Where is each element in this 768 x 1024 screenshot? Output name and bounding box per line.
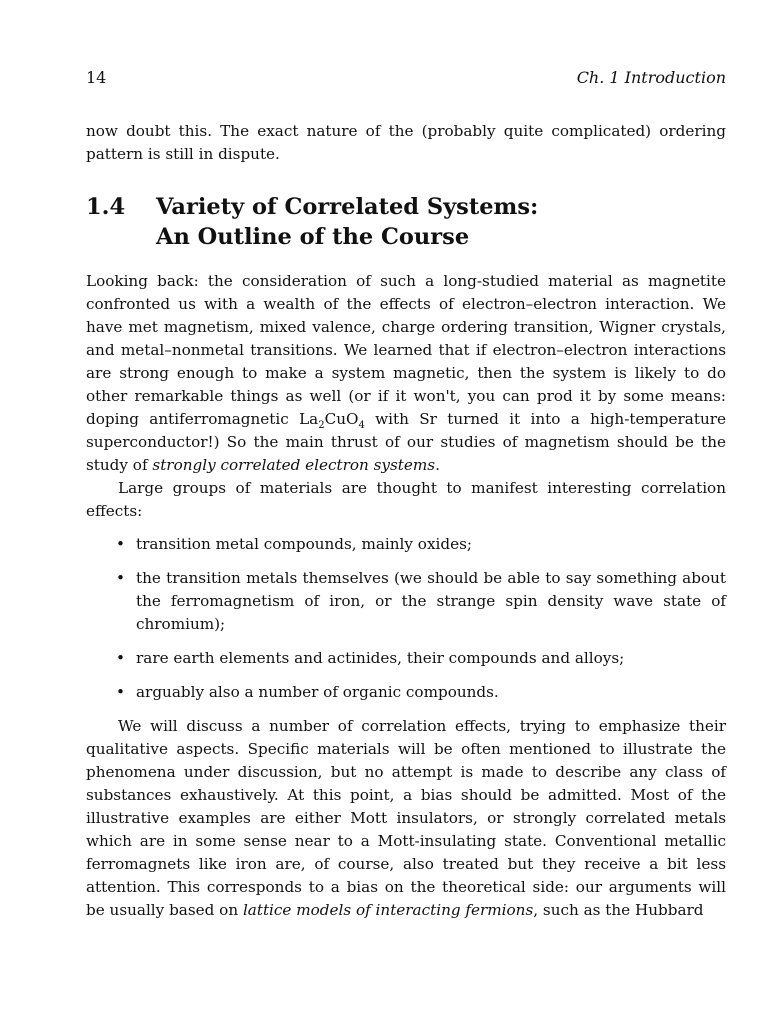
emphasis-text: lattice models of interacting fermions (242, 901, 534, 919)
page-number: 14 (86, 68, 107, 87)
section-title-line-2: An Outline of the Course (156, 224, 470, 250)
formula-subscript: 2 (318, 420, 325, 432)
section-number: 1.4 (86, 194, 126, 220)
paragraph-correlation-effects (86, 715, 726, 922)
section-title-line-1: Variety of Correlated Systems: (156, 194, 539, 220)
formula-subscript: 4 (358, 420, 365, 432)
paragraph-text: , such as the Hubbard (533, 901, 704, 919)
paragraph-large-groups: Large groups of materials are thought to manifest interesting correlation effects: (86, 479, 726, 520)
paragraph-text: with Sr turned it into a high-temperature superconductor!) So the main thrust of our studies of magnetism should be the study of (86, 410, 726, 474)
paragraph-text: We will discuss a number of correlation effects, trying to emphasize their qualitative aspects. Specific materials will be often mentioned to illustrate the phenomena under discussion, but no attempt is made to describe any class of substances exhaustively. At this point, a bias should be admitted. Most of the illustrative examples are either Mott insulators, or strongly correlated metals which are in some sense near to a Mott-insulating state. Conventional metallic ferromagnets like iron are, of course, also treated but they receive a bit less attention. This corresponds to a bias on the theoretical side: our arguments will be usually based on (86, 717, 726, 919)
list-item-text: rare earth elements and actinides, their compounds and alloys; (136, 649, 625, 667)
formula-part: CuO (324, 410, 359, 428)
materials-list (86, 533, 726, 704)
running-head (86, 68, 726, 87)
formula-part: La (299, 410, 319, 428)
list-item-text: transition metal compounds, mainly oxides; (136, 535, 472, 553)
bullet-icon: • (116, 569, 125, 587)
bullet-icon: • (116, 683, 125, 701)
paragraph-text: Looking back: the consideration of such a long-studied material as magnetite confronted us with a wealth of the effects of electron–electron interaction. We have met magnetism, mixed valence, charge ordering transition, Wigner crystals, and metal–nonmetal transitions. We learned that if electron–electron interactions are strong enough to make a system magnetic, then the system is likely to do other remarkable things as well (or if it won't, you can prod it by some means: doping antiferromagnetic (86, 272, 726, 428)
list-item-text: arguably also a number of organic compounds. (136, 683, 499, 701)
emphasis-text: strongly correlated electron systems (152, 456, 436, 474)
bullet-icon: • (116, 649, 125, 667)
formula-la2cuo4 (299, 410, 365, 432)
page-body (86, 120, 726, 922)
section-title (156, 192, 538, 252)
paragraph-text: . (435, 456, 440, 474)
list-item-text: the transition metals themselves (we should be able to say something about the ferromagnetism of iron, or the strange spin density wave state of chromium); (136, 569, 726, 633)
section-heading (86, 192, 726, 252)
list-item (86, 647, 726, 670)
list-item (86, 567, 726, 636)
chapter-title: Ch. 1 Introduction (576, 68, 726, 87)
list-item (86, 681, 726, 704)
bullet-icon: • (116, 535, 125, 553)
intro-paragraph: now doubt this. The exact nature of the (probably quite complicated) ordering pattern is still in dispute. (86, 122, 726, 163)
paragraph-looking-back (86, 270, 726, 477)
list-item (86, 533, 726, 556)
